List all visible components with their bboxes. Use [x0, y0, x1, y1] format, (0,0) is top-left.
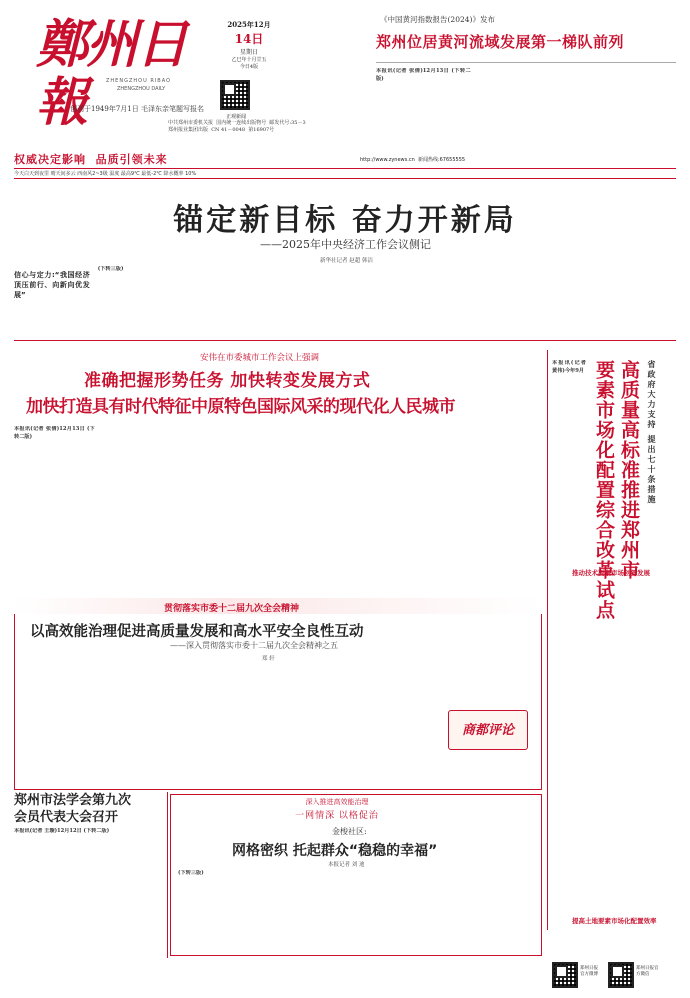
- lead-byline: 新华社记者 赵超 韩洁: [320, 258, 373, 264]
- story5-title: [14, 792, 162, 826]
- app-qr-code: [220, 80, 250, 110]
- cn-number: CN 41－0048: [211, 127, 246, 133]
- story2-continued: (下转二版): [14, 426, 95, 440]
- news-hotline: 新闻热线:67655555: [417, 157, 466, 163]
- weather-bar: [14, 168, 676, 179]
- website-link[interactable]: http://www.zynews.cn: [360, 157, 415, 163]
- date-weekday: 星期日: [239, 49, 258, 56]
- date-day: 14日: [234, 32, 264, 46]
- story3-body-bottom: [552, 930, 678, 960]
- story3-title1: 高质量高标准推进郑州市: [618, 360, 640, 580]
- masthead-daily: ZHENGZHOU DAILY: [117, 86, 166, 92]
- wechat-qr-label: 郑州日报官方微信: [636, 966, 659, 977]
- story2-body: [14, 426, 539, 590]
- lead-subhead: 信心与定力:“我国经济顶压前行、向新向优发展”: [14, 271, 90, 299]
- story6-title: 网格密织 托起群众“稳稳的幸福”: [232, 843, 438, 859]
- story6-body: [178, 870, 534, 952]
- story4-byline: 郑 轩: [262, 656, 275, 662]
- issue-code: 第16907号: [248, 127, 275, 133]
- lead-title: 锚定新目标 奋力开新局: [173, 203, 517, 238]
- top-story-byline: 本报讯(记者 张倩)12月13日: [376, 68, 450, 74]
- top-story-kicker: 《中国黄河指数报告(2024)》发布: [380, 15, 495, 24]
- weather-text: 今天白天到夜里 晴天间多云 西南风2~3级 温度 最高9℃ 最低-2℃ 降水概率 10%: [14, 171, 197, 177]
- top-story-continued: (下转二版): [376, 68, 471, 82]
- story4-title: 以高效能治理促进高质量发展和高水平安全良性互动: [30, 624, 364, 640]
- story2-kicker: 安伟在市委城市工作会议上强调: [200, 353, 320, 363]
- postal: 邮发代号:35－3: [269, 120, 306, 126]
- weibo-qr-label: 郑州日报官方微博: [580, 966, 598, 977]
- story3-subhead2: 提高土地要素市场化配置效率: [572, 917, 657, 925]
- story5-continued: (下转二版): [83, 828, 110, 834]
- slogan: [14, 151, 168, 167]
- publisher1: 中共郑州市委机关报: [168, 120, 214, 126]
- masthead-logo: 鄭州日報: [36, 14, 187, 133]
- weibo-qr-code: [552, 962, 578, 988]
- story5-title2: 会员代表大会召开: [14, 810, 119, 825]
- story3-body-top: [552, 360, 586, 560]
- story5-title1: 郑州市法学会第九次: [14, 793, 132, 808]
- slogan-1: 权威决定影响: [14, 153, 86, 166]
- story4-logo: 商都评论: [461, 723, 514, 738]
- story2-title1: 准确把握形势任务 加快转变发展方式: [84, 371, 371, 391]
- date-month: 2025年12月: [227, 20, 271, 29]
- app-label: 正观新闻: [225, 114, 246, 120]
- story3-body: [552, 590, 678, 912]
- story4-body: [24, 664, 434, 752]
- story6-kicker: 深入推进高效能治理: [305, 798, 369, 806]
- story6-byline: 本报记者 刘 迪: [328, 862, 365, 868]
- masthead-pinyin: ZHENGZHOU RIBAO: [106, 78, 171, 84]
- date-lunar: 乙巳年十月廿五: [231, 57, 267, 63]
- story5-byline: 本报讯(记者 王璇)12月12日: [14, 828, 82, 834]
- story3-subhead1: 推动技术要素市场创新发展: [572, 569, 650, 577]
- story3-byline: 本报讯(记者 黄伟)今年9月: [552, 360, 586, 374]
- story4-logo-box: [448, 710, 528, 750]
- story2-title2: 加快打造具有时代特征中原特色国际风采的现代化人民城市: [26, 397, 455, 417]
- top-story[interactable]: [300, 14, 676, 166]
- wechat-qr-code: [608, 962, 634, 988]
- lead-body: [14, 266, 676, 334]
- date-pages: 今日4版: [239, 64, 259, 70]
- story2-byline: 本报讯(记者 张倩)12月13日: [14, 426, 86, 432]
- story3-kicker: 省政府大力支持 提出七十条措施: [647, 360, 656, 505]
- story5-body: [14, 828, 162, 952]
- slogan-2: 品质引领未来: [95, 153, 168, 166]
- story3-title2: 要素市场化配置综合改革试点: [593, 360, 615, 620]
- story6-pretitle: 金梭社区:: [332, 827, 367, 836]
- date-box: [214, 20, 284, 70]
- story6-continued: (下转三版): [178, 870, 204, 876]
- masthead-founded: 创刊于1949年7月1日 毛泽东亲笔题写报名: [70, 105, 204, 113]
- publisher2: 郑州报业集团出版: [168, 127, 209, 133]
- lead-continued: (下转三版): [97, 266, 124, 272]
- story6-kicker2: 一网情深 以格促治: [295, 811, 379, 821]
- story4-subtitle: ——深入贯彻落实市委十二届九次全会精神之五: [170, 641, 338, 650]
- publication-info: [168, 120, 306, 134]
- lead-subtitle: ——2025年中央经济工作会议侧记: [260, 238, 431, 251]
- top-story-body: [376, 68, 676, 164]
- cn-label: 国内统一连续出版物号: [216, 120, 267, 126]
- story4-banner: 贯彻落实市委十二届九次全会精神: [164, 604, 300, 614]
- top-story-title: 郑州位居黄河流域发展第一梯队前列: [376, 33, 625, 51]
